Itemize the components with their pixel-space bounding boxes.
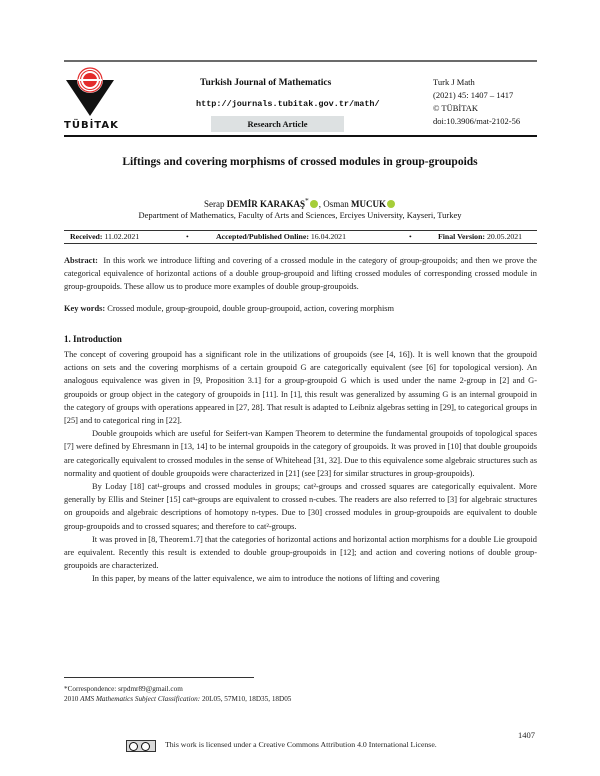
header-bottom-rule [64,135,537,137]
footnotes [64,684,291,704]
cc-by-icon[interactable] [126,740,156,752]
keywords-label: Key words: [64,304,106,313]
paragraph: In this paper, by means of the latter equivalence, we aim to introduce the notions of lifting and covering [92,574,440,584]
footnote-rule [64,677,254,678]
keywords [64,302,537,315]
author-list: Serap DEMİR KARAKAŞ* , Osman MUCUK [0,196,600,209]
logo-wordmark: TÜBİTAK [64,120,119,131]
paragraph: It was proved in [8, Theorem1.7] that the categories of horizontal actions and horizontal action morphisms for a double Lie groupoid are equivalent. Recently this result is extended to double group-groupoids in [12]; and action and covering notions of double group-groupoids are characterized. [64,534,537,571]
final-label: Final Version: [438,232,486,241]
volume-pages: (2021) 45: 1407 – 1417 [433,90,514,100]
author-first-name: Osman [323,199,349,209]
received-label: Received: [70,232,103,241]
article-type-badge: Research Article [211,116,344,132]
msc-year: 2010 [64,695,81,703]
article-dates [64,231,537,243]
date-separator: • [186,232,189,241]
final-date: 20.05.2021 [486,232,523,241]
author-last-name: DEMİR KARAKAŞ [226,199,305,209]
correspondence-note: *Correspondence: srpdmr89@gmail.com [64,685,183,693]
msc-codes: 20L05, 57M10, 18D35, 18D05 [200,695,292,703]
author-last-name: MUCUK [351,199,386,209]
doi-link[interactable]: doi:10.3906/mat-2102-56 [433,116,521,126]
abstract-label: Abstract: [64,256,98,265]
journal-title: Turkish Journal of Mathematics [200,78,332,88]
accepted-date: 16.04.2021 [310,232,346,241]
page-number: 1407 [518,730,535,740]
keywords-text: Crossed module, group-groupoid, double group-groupoid, action, covering morphism [107,304,395,313]
paragraph: By Loday [18] cat¹-groups and crossed modules in groups; cat²-groups and crossed squares are categorically equivalent. More generally by Ellis and Steiner [15] catⁿ-groups are equivalent to crossed n-cubes. The readers are also referred to [3] for algebraic structures on groupoids and algebraic descriptions of homotopy n-types. Due to [30] crossed modules in group-groupoids are equivalent to double group-groupoids and to crossed squares; and therefore to cat²-groups. [64,482,537,531]
orcid-icon[interactable] [310,200,318,208]
msc-note [64,694,291,704]
date-separator: • [409,232,412,241]
abstract [64,254,537,294]
section-heading: 1. Introduction [64,334,122,344]
paragraph: Double groupoids which are useful for Seifert-van Kampen Theorem to determine the fundamental groupoids of topological spaces [7] were defined by Ehresmann in [13, 14] to be internal groupoids in the category of groupoids. It was proved in [10] that double groupoids are categorically equivalent to crossed modules in the sense of Whitehead [31, 32]. Due to this equivalence some algebraic structures such as normality and quotient of double groupoids were characterized in [21] (see [23] for similar structures in group-groupoids). [64,429,537,478]
introduction-body [64,348,537,586]
dates-bottom-rule [64,243,537,244]
msc-label: AMS Mathematics Subject Classification: [80,695,201,703]
orcid-icon[interactable] [387,200,395,208]
journal-url-link[interactable]: http://journals.tubitak.gov.tr/math/ [196,99,380,109]
license-text: This work is licensed under a Creative Commons Attribution 4.0 International License. [165,740,437,749]
copyright: © TÜBİTAK [433,103,479,113]
author-first-name: Serap [203,199,225,209]
affiliation: Department of Mathematics, Faculty of Arts and Sciences, Erciyes University, Kayseri, Turkey [138,210,462,220]
journal-meta [433,76,520,128]
journal-abbrev: Turk J Math [433,77,475,87]
received-date: 11.02.2021 [104,232,140,241]
article-title: Liftings and covering morphisms of crossed modules in group-groupoids [122,156,478,168]
abstract-text: In this work we introduce lifting and covering of a crossed module in the category of group-groupoids; and then we prove the categorical equivalence of horizontal actions of a double group-groupoid and lifting crossed modules of corresponding crossed module in group-groupoids. These allow us to produce more examples of double group-groupoids. [64,256,538,292]
header-top-rule [64,60,537,62]
corresponding-mark: * [305,196,309,205]
accepted-label: Accepted/Published Online: [216,232,309,241]
paragraph: The concept of covering groupoid has a significant role in the utilizations of groupoids (see [4, 16]). It is well known that the groupoid actions on sets and the covering morphisms of a certain groupoid G are categorically equivalent (see [6] for topological version). An analogous equivalence was given in [9, Proposition 3.1] for a group-groupoid G which is used under the name 2-group in [2] and G-groupoids or group object in the category of groupoids in [11]. In [1], this result was generalized by assuming G is an internal groupoid in the category of groups with operations appeared in [27, 28]. That result is adapted to Leibniz algebras setting in [29], to categorical groups in [25] and to categorical ring in [22]. [64,350,537,426]
